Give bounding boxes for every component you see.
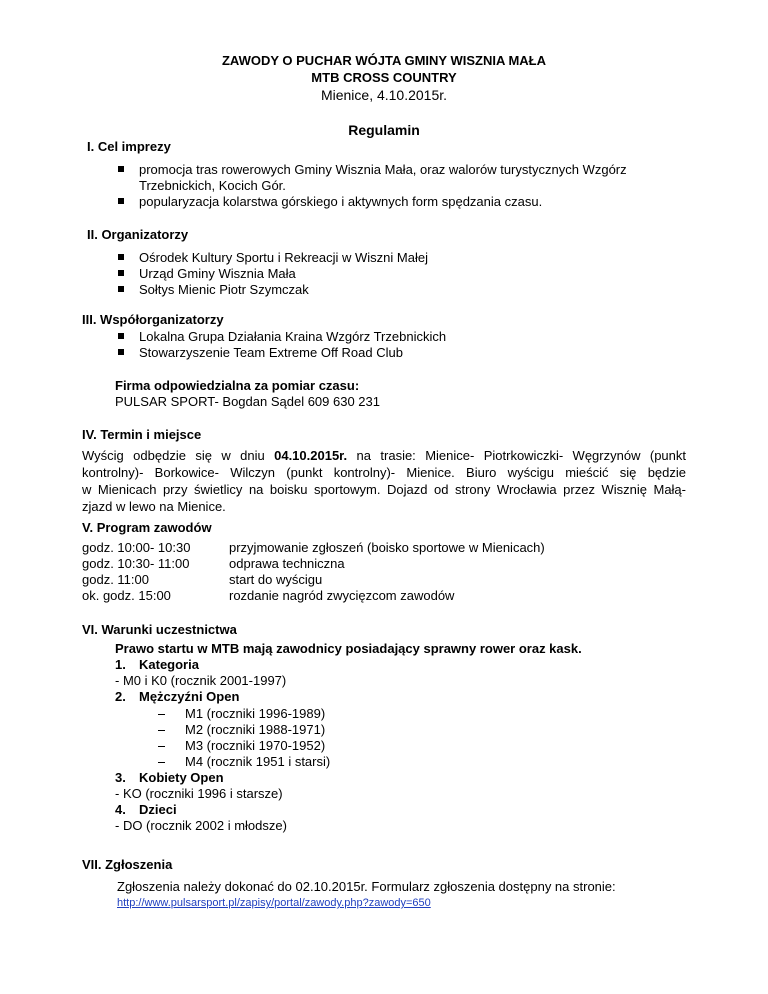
section-4-date: 04.10.2015r. [274,448,348,463]
cat-2-item-3: M3 (roczniki 1970-1952) [185,738,326,753]
title-line-1: ZAWODY O PUCHAR WÓJTA GMINY WISZNIA MAŁA [221,53,547,68]
program-desc-2: odprawa techniczna [229,556,345,571]
section-4-line-1-post: na trasie: Mienice- Piotrkowiczki- Węgrzynów (punkt [347,448,686,463]
cat-3-number: 3. [115,770,126,785]
dash-icon [158,730,165,731]
cat-3-title: Kobiety Open [139,770,224,785]
cat-2-title: Mężczyźni Open [139,689,240,704]
timing-heading: Firma odpowiedzialna za pomiar czasu: [115,378,360,393]
section-6-heading: VI. Warunki uczestnictwa [82,622,237,637]
cat-2-item-4: M4 (rocznik 1951 i starsi) [185,754,331,769]
section-5-heading: V. Program zawodów [82,520,212,535]
section-1-item-1: promocja tras rowerowych Gminy Wisznia Mała, oraz walorów turystycznych Wzgórz [139,162,627,177]
section-7-text: Zgłoszenia należy dokonać do 02.10.2015r. Formularz zgłoszenia dostępny na stronie: [117,879,616,894]
timing-text: PULSAR SPORT- Bogdan Sądel 609 630 231 [115,394,380,409]
bullet-icon [118,166,124,172]
cat-1-text: - M0 i K0 (rocznik 2001-1997) [115,673,287,688]
section-2-item-2: Urząd Gminy Wisznia Mała [139,266,296,281]
section-7-heading: VII. Zgłoszenia [82,857,173,872]
cat-4-title: Dzieci [139,802,177,817]
bullet-icon [118,333,124,339]
title-line-2: MTB CROSS COUNTRY [311,70,457,85]
program-time-3: godz. 11:00 [82,572,149,587]
bullet-icon [118,198,124,204]
section-6-intro: Prawo startu w MTB mają zawodnicy posiadający sprawny rower oraz kask. [115,641,582,656]
section-4-line-3: w Mienicach przy świetlicy na boisku sportowym. Dojazd od strony Wrocławia przez Wisznię Małą- [82,482,686,497]
date-line: Mienice, 4.10.2015r. [320,87,448,103]
subtitle-regulamin: Regulamin [348,122,420,138]
program-desc-1: przyjmowanie zgłoszeń (boisko sportowe w Mienicach) [229,540,545,555]
section-1-heading: I. Cel imprezy [87,139,171,154]
cat-1-title: Kategoria [139,657,199,672]
program-time-2: godz. 10:30- 11:00 [82,556,190,571]
section-4-heading: IV. Termin i miejsce [82,427,202,442]
program-desc-4: rozdanie nagród zwycięzcom zawodów [229,588,455,603]
cat-4-text: - DO (rocznik 2002 i młodsze) [115,818,287,833]
cat-3-text: - KO (roczniki 1996 i starsze) [115,786,283,801]
cat-2-item-1: M1 (roczniki 1996-1989) [185,706,326,721]
bullet-icon [118,286,124,292]
section-2-item-3: Sołtys Mienic Piotr Szymczak [139,282,309,297]
dash-icon [158,714,165,715]
bullet-icon [118,349,124,355]
section-3-item-2: Stowarzyszenie Team Extreme Off Road Club [139,345,403,360]
section-3-item-1: Lokalna Grupa Działania Kraina Wzgórz Trzebnickich [139,329,447,344]
program-time-4: ok. godz. 15:00 [82,588,171,603]
cat-2-number: 2. [115,689,126,704]
bullet-icon [118,270,124,276]
cat-2-item-2: M2 (roczniki 1988-1971) [185,722,326,737]
section-2-heading: II. Organizatorzy [87,227,189,242]
section-1-item-2: popularyzacja kolarstwa górskiego i aktywnych form spędzania czasu. [139,194,543,209]
section-2-item-1: Ośrodek Kultury Sportu i Rekreacji w Wiszni Małej [139,250,428,265]
program-time-1: godz. 10:00- 10:30 [82,540,191,555]
section-4-line-1 [82,447,686,464]
bullet-icon [118,254,124,260]
section-4-line-4: zjazd w lewo na Mienice. [82,499,226,514]
section-4-line-1-pre: Wyścig odbędzie się w dniu [82,448,275,463]
dash-icon [158,746,165,747]
section-3-heading: III. Współorganizatorzy [82,312,224,327]
section-1-item-1-cont: Trzebnickich, Kocich Gór. [139,178,286,193]
cat-4-number: 4. [115,802,126,817]
registration-link[interactable]: http://www.pulsarsport.pl/zapisy/portal/zawody.php?zawody=650 [117,897,431,909]
cat-1-number: 1. [115,657,126,672]
dash-icon [158,762,165,763]
section-4-line-2: kontrolny)- Borkowice- Wilczyn (punkt kontrolny)- Mienice. Biuro wyścigu mieścić się będzie [82,465,686,480]
program-desc-3: start do wyścigu [229,572,323,587]
